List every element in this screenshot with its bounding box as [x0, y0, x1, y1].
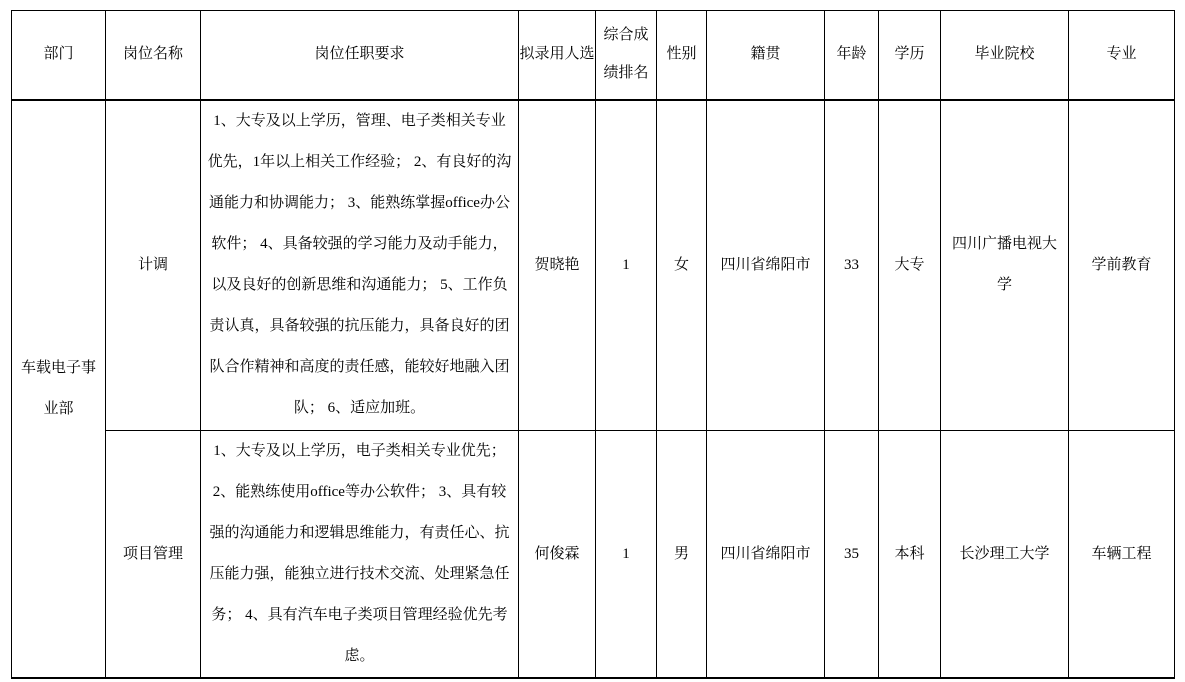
- cell-education: 本科: [879, 431, 941, 679]
- cell-score-rank: 1: [596, 431, 657, 679]
- col-header-major: 专业: [1069, 11, 1175, 100]
- recruitment-results-table: [11, 10, 1175, 679]
- cell-candidate-name: 何俊霖: [519, 431, 596, 679]
- cell-department: [12, 100, 106, 679]
- col-header-department: 部门: [12, 11, 106, 100]
- col-header-job-requirements: 岗位任职要求: [201, 11, 519, 100]
- cell-position: 项目管理: [106, 431, 201, 679]
- cell-candidate-name: 贺晓艳: [519, 100, 596, 431]
- table-row-planning: [12, 100, 1175, 431]
- col-header-proposed-candidate: 拟录用人选: [519, 11, 596, 100]
- col-header-education: 学历: [879, 11, 941, 100]
- cell-education: 大专: [879, 100, 941, 431]
- cell-gender: 男: [657, 431, 707, 679]
- table-row-project-management: [12, 431, 1175, 679]
- col-header-native-place: 籍贯: [707, 11, 825, 100]
- col-header-overall-score-rank-label: 综合成绩排名: [603, 27, 649, 82]
- cell-graduate-school-label: 四川广播电视大学: [951, 236, 1057, 294]
- header-row: [12, 11, 1175, 100]
- col-header-position-name: 岗位名称: [106, 11, 201, 100]
- col-header-graduate-school: 毕业院校: [941, 11, 1069, 100]
- cell-major: 车辆工程: [1069, 431, 1175, 679]
- cell-graduate-school: [941, 100, 1069, 431]
- col-header-gender: 性别: [657, 11, 707, 100]
- cell-gender: 女: [657, 100, 707, 431]
- cell-job-requirements: 1、大专及以上学历，电子类相关专业优先； 2、能熟练使用office等办公软件； 3、具有较强的沟通能力和逻辑思维能力，有责任心、抗压能力强，能独立进行技术交流、处理紧急任务； 4、具有汽车电子类项目管理经验优先考虑。: [201, 431, 519, 679]
- cell-position: 计调: [106, 100, 201, 431]
- cell-graduate-school: 长沙理工大学: [941, 431, 1069, 679]
- cell-native-place: 四川省绵阳市: [707, 431, 825, 679]
- cell-age: 33: [825, 100, 879, 431]
- cell-age: 35: [825, 431, 879, 679]
- cell-department-label: 车载电子事业部: [20, 359, 96, 417]
- cell-job-requirements: 1、大专及以上学历，管理、电子类相关专业优先，1年以上相关工作经验； 2、有良好的沟通能力和协调能力； 3、能熟练掌握office办公软件； 4、具备较强的学习能力及动手能力，以及良好的创新思维和沟通能力； 5、工作负责认真，具备较强的抗压能力，具备良好的团队合作精神和高度的责任感，能较好地融入团队； 6、适应加班。: [201, 100, 519, 431]
- col-header-age: 年龄: [825, 11, 879, 100]
- cell-score-rank: 1: [596, 100, 657, 431]
- cell-major: 学前教育: [1069, 100, 1175, 431]
- cell-native-place: 四川省绵阳市: [707, 100, 825, 431]
- col-header-overall-score-rank: [596, 11, 657, 100]
